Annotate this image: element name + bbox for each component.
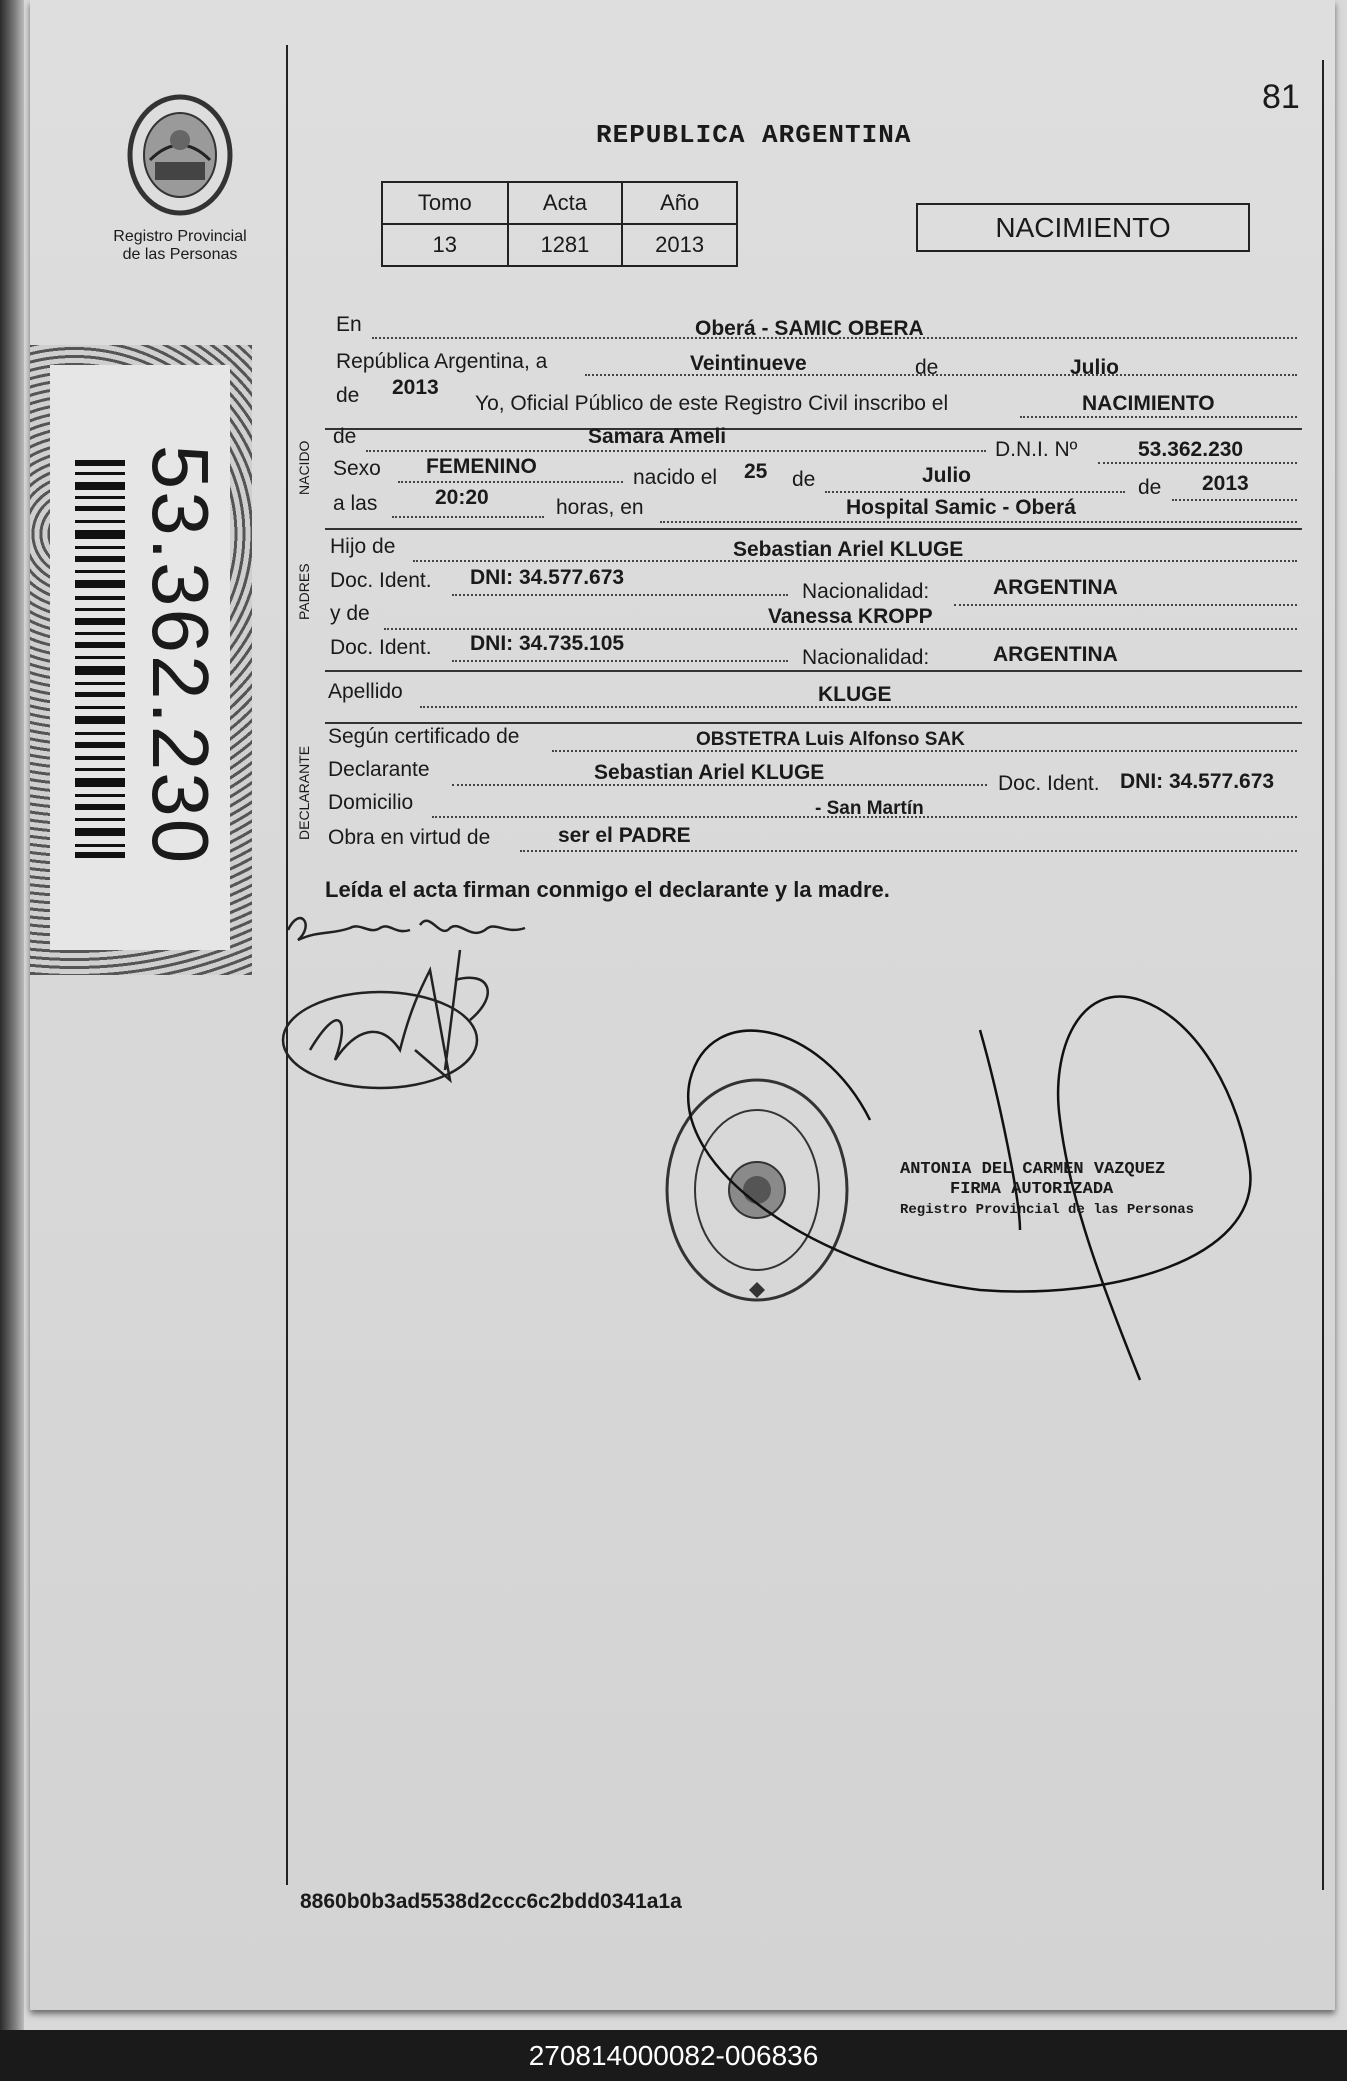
section-label-padres: PADRES xyxy=(296,563,312,620)
dots-sexo xyxy=(398,481,623,483)
registry-seal-icon xyxy=(667,1080,847,1300)
value-address: - San Martín xyxy=(815,798,924,819)
reading-statement: Leída el acta firman conmigo el declarante y la madre. xyxy=(325,877,890,902)
dots-birth-year xyxy=(1172,499,1297,501)
dots-father-doc xyxy=(452,594,788,596)
value-birth-day: 25 xyxy=(744,460,768,483)
province-crest-icon xyxy=(120,90,240,220)
barcode-sticker xyxy=(50,365,230,950)
registrar-name: ANTONIA DEL CARMEN VAZQUEZ xyxy=(900,1160,1166,1179)
label-doc-father: Doc. Ident. xyxy=(330,569,432,592)
ref-header-tomo: Tomo xyxy=(382,182,508,224)
value-month: Julio xyxy=(1070,356,1120,379)
reference-table xyxy=(381,181,738,267)
label-declarante: Declarante xyxy=(328,758,430,781)
section-separator xyxy=(325,428,1302,430)
ref-header-acta: Acta xyxy=(508,182,623,224)
registry-name-line1: Registro Provincial xyxy=(113,228,247,245)
registrar-office: Registro Provincial de las Personas xyxy=(900,1202,1195,1218)
registrar-role: FIRMA AUTORIZADA xyxy=(950,1180,1114,1199)
label-y-de: y de xyxy=(330,602,370,625)
label-obra: Obra en virtud de xyxy=(328,826,491,849)
section-label-declarante: DECLARANTE xyxy=(296,745,312,840)
reference-value-row xyxy=(382,224,737,266)
book-spine xyxy=(0,0,24,2030)
label-hijo-de: Hijo de xyxy=(330,535,396,558)
value-by-virtue: ser el PADRE xyxy=(558,824,691,847)
registry-name xyxy=(90,228,270,264)
value-place: Oberá - SAMIC OBERA xyxy=(695,317,924,340)
page-number: 81 xyxy=(1262,78,1300,116)
dots-birth-month xyxy=(825,491,1125,493)
value-day-words: Veintinueve xyxy=(690,352,807,375)
barcode-icon xyxy=(75,460,125,860)
value-declarant: Sebastian Ariel KLUGE xyxy=(594,761,825,784)
dots-act xyxy=(1020,416,1297,418)
dots-name xyxy=(366,450,986,452)
value-certificate: OBSTETRA Luis Alfonso SAK xyxy=(696,729,965,750)
value-surname: KLUGE xyxy=(818,683,892,706)
value-act: NACIMIENTO xyxy=(1082,392,1215,415)
dots-dni xyxy=(1098,462,1297,464)
document-title: REPUBLICA ARGENTINA xyxy=(596,120,912,150)
declarant-signature-icon xyxy=(283,918,525,1088)
ref-header-anio: Año xyxy=(622,182,737,224)
label-en: En xyxy=(336,313,362,336)
label-nacido-el: nacido el xyxy=(633,466,718,489)
label-horas-en: horas, en xyxy=(556,496,644,519)
dots-by-virtue xyxy=(520,850,1297,852)
value-declarant-doc: DNI: 34.577.673 xyxy=(1120,770,1275,793)
value-father: Sebastian Ariel KLUGE xyxy=(733,538,964,561)
right-margin-line xyxy=(1322,60,1324,1890)
value-birth-year: 2013 xyxy=(1202,472,1249,495)
barcode-number-text: 53.362.230 xyxy=(136,444,225,866)
ref-value-tomo: 13 xyxy=(382,224,508,266)
label-nationality-father: Nacionalidad: xyxy=(802,580,930,603)
label-de-birth-month: de xyxy=(792,468,816,491)
label-de-year: de xyxy=(336,384,360,407)
document-hash: 8860b0b3ad5538d2ccc6c2bdd0341a1a xyxy=(300,1890,682,1913)
dots-birth-place xyxy=(660,521,1297,523)
value-mother: Vanessa KROPP xyxy=(768,605,933,628)
label-doc-declarant: Doc. Ident. xyxy=(998,772,1100,795)
ref-value-acta: 1281 xyxy=(508,224,623,266)
section-label-nacido: NACIDO xyxy=(296,440,312,495)
value-dni: 53.362.230 xyxy=(1138,438,1244,461)
label-de-name: de xyxy=(333,425,357,448)
label-yo: Yo, Oficial Público de este Registro Civil inscribo el xyxy=(475,392,949,415)
label-de-month: de xyxy=(915,356,939,379)
label-apellido: Apellido xyxy=(328,680,403,703)
value-time: 20:20 xyxy=(435,486,489,509)
label-doc-mother: Doc. Ident. xyxy=(330,636,432,659)
label-republica: República Argentina, a xyxy=(336,350,548,373)
value-sex: FEMENINO xyxy=(426,455,537,478)
value-birth-place: Hospital Samic - Oberá xyxy=(846,496,1076,519)
ref-value-anio: 2013 xyxy=(622,224,737,266)
value-mother-nationality: ARGENTINA xyxy=(993,643,1118,666)
label-nationality-mother: Nacionalidad: xyxy=(802,646,930,669)
label-sexo: Sexo xyxy=(333,457,381,480)
section-separator xyxy=(325,722,1302,724)
dots-mother-doc xyxy=(452,660,788,662)
value-birth-month: Julio xyxy=(922,464,972,487)
value-mother-doc: DNI: 34.735.105 xyxy=(470,632,625,655)
value-year: 2013 xyxy=(392,376,439,399)
registry-name-line2: de las Personas xyxy=(122,246,238,263)
value-father-doc: DNI: 34.577.673 xyxy=(470,566,625,589)
value-father-nationality: ARGENTINA xyxy=(993,576,1118,599)
act-type-box: NACIMIENTO xyxy=(916,203,1250,252)
barcode-label xyxy=(30,345,252,975)
label-a-las: a las xyxy=(333,492,378,515)
label-dni: D.N.I. Nº xyxy=(995,438,1078,461)
label-segun: Según certificado de xyxy=(328,725,520,748)
section-separator xyxy=(325,670,1302,672)
value-name: Samara Ameli xyxy=(588,425,727,448)
footer-id: 270814000082-006836 xyxy=(528,2040,819,2071)
label-domicilio: Domicilio xyxy=(328,791,414,814)
registrar-stamp xyxy=(900,1160,1194,1220)
dots-father-nationality xyxy=(954,604,1297,606)
dots-time xyxy=(392,516,544,518)
section-separator xyxy=(325,528,1302,530)
label-de-birth-year: de xyxy=(1138,476,1162,499)
barcode-number xyxy=(135,385,225,925)
reference-header-row xyxy=(382,182,737,224)
